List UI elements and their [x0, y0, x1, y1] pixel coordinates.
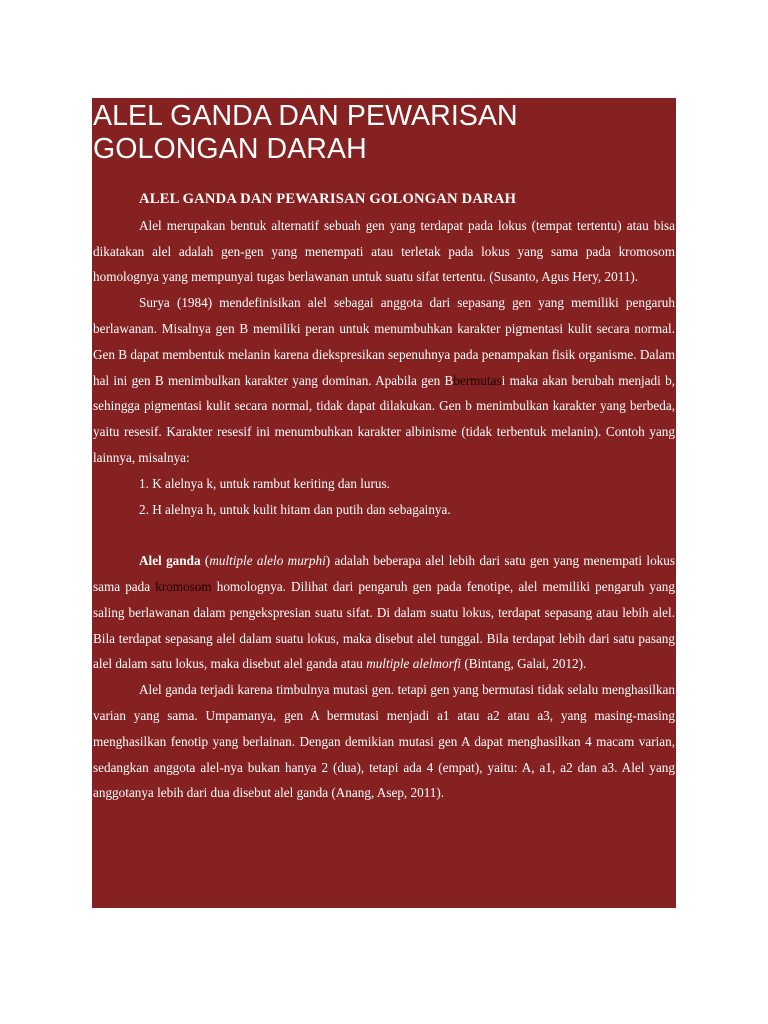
- blank-line: [93, 522, 675, 548]
- paragraph-1: Alel merupakan bentuk alternatif sebuah gen yang terdapat pada lokus (tempat tertentu) atau bisa dikatakan alel adalah gen-gen yang menempati atau terletak pada lokus yang sama pada kromosom homolognya yang mempunyai tugas berlawanan untuk suatu sifat tertentu. (Susanto, Agus Hery, 2011).: [93, 217, 675, 285]
- paragraph-2-text-b: i maka akan berubah menjadi b, sehingga pigmentasi kulit secara normal, tidak dapat dilakukan. Gen b menimbulkan karakter yang berbeda, yaitu resesif. Karakter resesif ini menumbuhkan karakter albinisme (tidak terbentuk melanin). Contoh yang lainnya, misalnya:: [93, 372, 675, 465]
- paragraph-3-text-b: ) adalah beberapa alel lebih dari satu gen yang menempati lokus sama pada: [93, 553, 675, 594]
- paragraph-3: [93, 548, 675, 677]
- paragraph-3-text-c: homolognya. Dilihat dari pengaruh gen pada fenotipe, alel memiliki pengaruh yang saling berlawanan dalam pengekspresian suatu sifat. Di dalam suatu lokus, terdapat sepasang atau lebih alel. Bila terdapat sepasang alel dalam suatu lokus, maka disebut alel tunggal. Bila terdapat lebih dari satu pasang alel dalam satu lokus, maka disebut alel ganda atau: [93, 578, 675, 672]
- section-heading: ALEL GANDA DAN PEWARISAN GOLONGAN DARAH: [139, 191, 517, 207]
- paragraph-3-text-a: (: [200, 553, 210, 569]
- paragraph-3-text-d: (Bintang, Galai, 2012).: [461, 656, 587, 672]
- link-kromosom[interactable]: kromosom: [155, 578, 212, 594]
- paragraph-2-text-a: Surya (1984) mendefinisikan alel sebagai anggota dari sepasang gen yang memiliki pengaruh berlawanan. Misalnya gen B memiliki peran untuk menumbuhkan karakter pigmentasi kulit secara normal. Gen B dapat membentuk melanin karena diekspresikan sepenuhnya pada penampakan fisik organisme. Dalam hal ini gen B menimbulkan karakter yang dominan. Apabila gen B: [93, 295, 675, 388]
- title-line-1: ALEL GANDA DAN PEWARISAN: [93, 100, 518, 132]
- list-item: 2. H alelnya h, untuk kulit hitam dan putih dan sebagainya.: [139, 501, 451, 517]
- document-page: [92, 98, 676, 908]
- document-body: [93, 187, 675, 806]
- link-bermutasi[interactable]: bermutas: [453, 372, 502, 388]
- term-multiple-alelo-murphi: multiple alelo murphi: [209, 553, 326, 569]
- term-alel-ganda: Alel ganda: [139, 553, 201, 569]
- paragraph-4: Alel ganda terjadi karena timbulnya mutasi gen. tetapi gen yang bermutasi tidak selalu menghasilkan varian yang sama. Umpamanya, gen A bermutasi menjadi a1 atau a2 atau a3, yang masing-masing menghasilkan fenotip yang berlainan. Dengan demikian mutasi gen A dapat menghasilkan 4 macam varian, sedangkan anggota alel-nya bukan hanya 2 (dua), tetapi ada 4 (empat), yaitu: A, a1, a2 dan a3. Alel yang anggotanya lebih dari dua disebut alel ganda (Anang, Asep, 2011).: [93, 682, 675, 801]
- paragraph-2: [93, 290, 675, 471]
- title-line-2: GOLONGAN DARAH: [93, 133, 367, 165]
- document-title: [92, 100, 676, 166]
- list-item: 1. K alelnya k, untuk rambut keriting dan lurus.: [139, 475, 390, 491]
- term-multiple-alelmorfi: multiple alelmorfi: [366, 656, 462, 672]
